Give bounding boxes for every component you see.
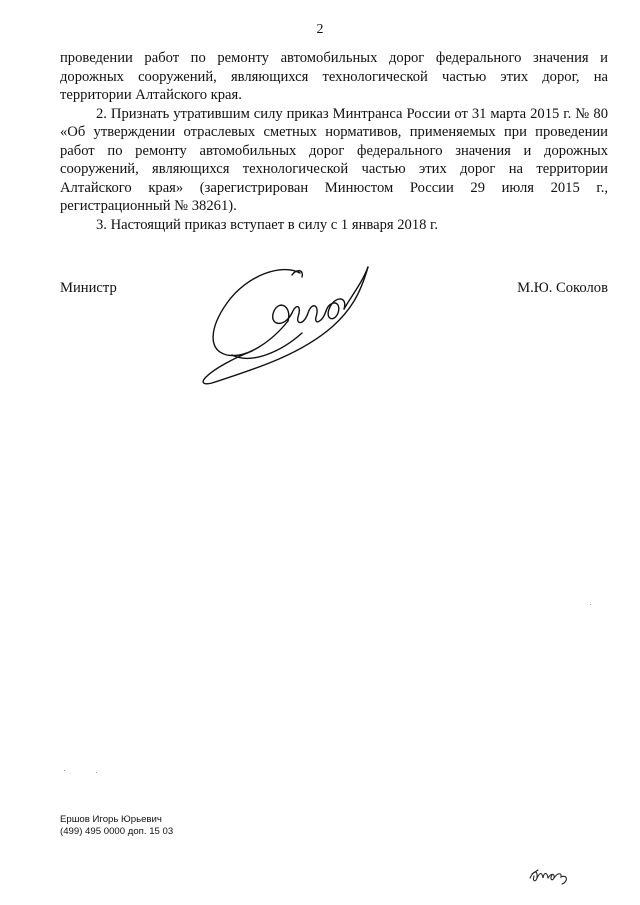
page-number: 2 [316,22,324,37]
document-body [60,49,608,234]
handwritten-initials-icon [528,864,570,888]
signatory-title: Министр [60,280,117,296]
scan-speck [64,770,65,771]
executor-phone: (499) 495 0000 доп. 15 03 [60,826,174,837]
handwritten-signature-icon [192,255,392,385]
signatory-name: М.Ю. Соколов [517,280,608,296]
paragraph-item-3: 3. Настоящий приказ вступает в силу с 1 января 2018 г. [96,216,439,233]
paragraph-continuation: проведении работ по ремонту автомобильных дорог федерального значения и дорожных сооружений, являющихся технологической частью этих дорог, на территории Алтайского края. [60,50,608,103]
signature-block [60,280,608,400]
executor-name: Ершов Игорь Юрьевич [60,814,162,825]
scan-speck [96,772,97,773]
paragraph-item-2: 2. Признать утратившим силу приказ Минтранса России от 31 марта 2015 г. № 80 «Об утверждении отраслевых сметных нормативов, применяемых при проведении работ по ремонту автомобильных дорог федерального значения и дорожных сооружений, являющихся технологической частью этих дорог на территории Алтайского края» (зарегистрирован Минюстом России 29 июля 2015 г., регистрационный № 38261). [60,105,608,214]
executor-contact [60,814,173,838]
scan-speck [590,604,591,605]
